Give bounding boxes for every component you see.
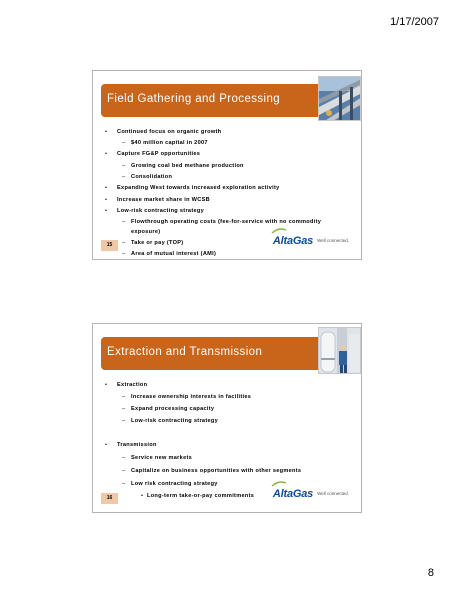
list-item: – Growing coal bed methane production bbox=[122, 163, 244, 169]
list-item: • Low-risk contracting strategy bbox=[105, 208, 205, 214]
altagas-logo: AltaGas Well connected. bbox=[273, 484, 349, 502]
slide-field-gathering bbox=[92, 70, 362, 260]
list-item: – Expand processing capacity bbox=[122, 406, 215, 412]
list-item: • Expanding West towards increased exploration activity bbox=[105, 185, 280, 191]
list-item: • Capture FG&P opportunities bbox=[105, 151, 201, 157]
list-item: – Service new markets bbox=[122, 455, 193, 461]
list-item: • Long-term take-or-pay commitments bbox=[141, 493, 255, 499]
list-item: – Consolidation bbox=[122, 174, 173, 180]
list-item: – $40 million capital in 2007 bbox=[122, 140, 208, 146]
list-item: – Low risk contracting strategy bbox=[122, 481, 218, 487]
list-item: • Increase market share in WCSB bbox=[105, 197, 210, 203]
slide-title: Field Gathering and Processing bbox=[107, 93, 281, 105]
slide-title: Extraction and Transmission bbox=[107, 346, 263, 358]
list-item: • Continued focus on organic growth bbox=[105, 129, 222, 135]
list-item: – Flowthrough operating costs (fee-for-service with no commodity bbox=[122, 219, 322, 225]
title-banner bbox=[101, 337, 320, 370]
list-item: – Capitalize on business opportunities with other segments bbox=[122, 468, 302, 474]
list-item: • Transmission bbox=[105, 442, 157, 448]
list-item: exposure) bbox=[131, 229, 161, 235]
logo-swoosh-icon bbox=[271, 228, 287, 234]
logo-swoosh-icon bbox=[271, 481, 287, 487]
plant-worker-photo bbox=[318, 327, 361, 374]
list-item: – Increase ownership interests in facilities bbox=[122, 394, 252, 400]
list-item: – Low-risk contracting strategy bbox=[122, 418, 219, 424]
list-item: – Take or pay (TOP) bbox=[122, 240, 184, 246]
slide-extraction-transmission bbox=[92, 323, 362, 513]
slide-number: 16 bbox=[101, 493, 118, 504]
title-banner bbox=[101, 84, 320, 117]
list-item: – Area of mutual interest (AMI) bbox=[122, 251, 217, 257]
pipeline-photo bbox=[318, 76, 361, 121]
print-date: 1/17/2007 bbox=[390, 16, 439, 28]
list-item: • Extraction bbox=[105, 382, 148, 388]
page-number: 8 bbox=[427, 567, 434, 579]
altagas-logo: AltaGas Well connected. bbox=[273, 231, 349, 249]
slide-number: 15 bbox=[101, 240, 118, 251]
